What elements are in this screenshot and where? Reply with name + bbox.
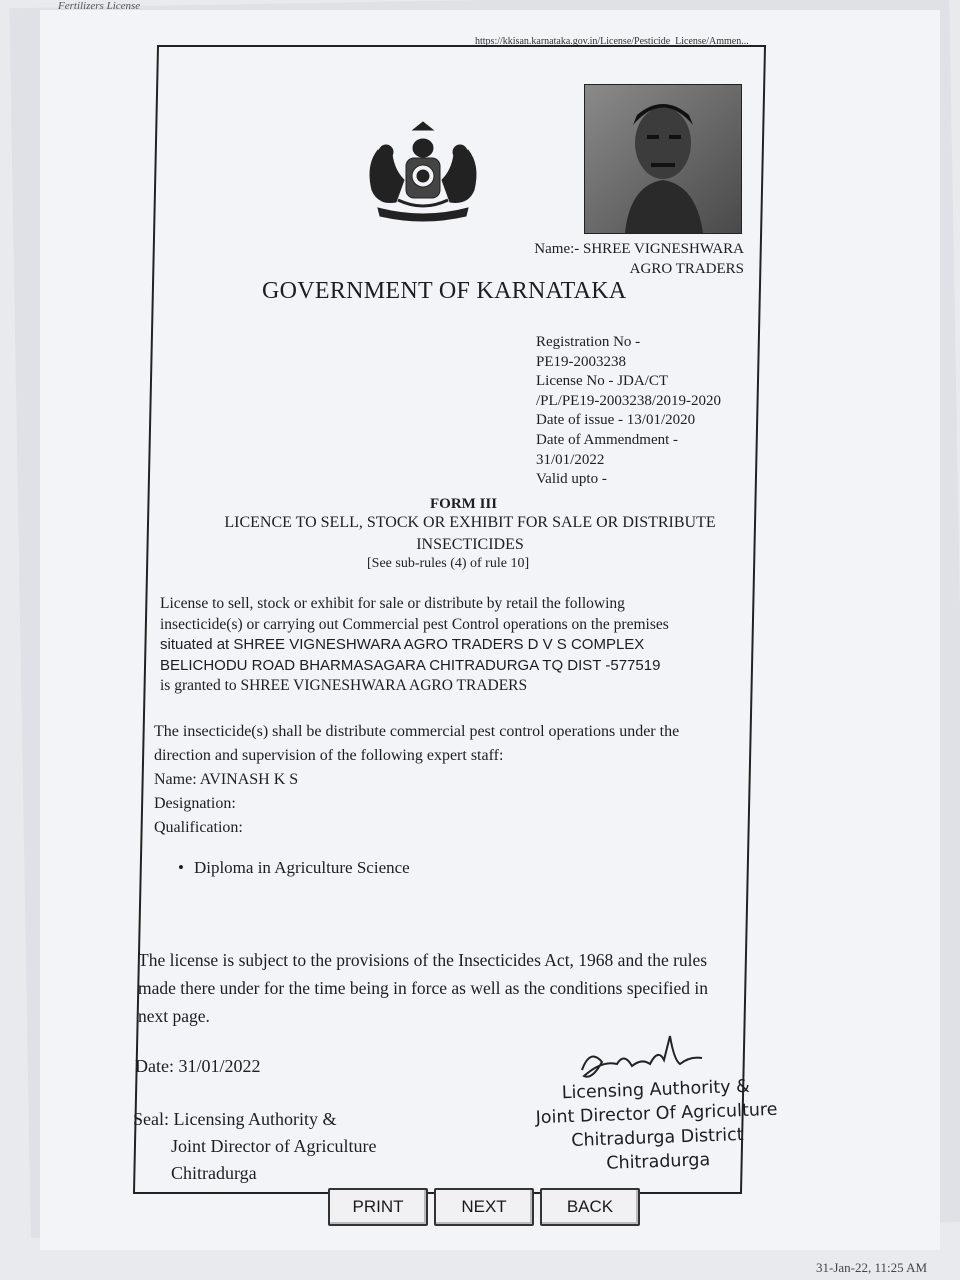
back-button[interactable]: BACK <box>540 1188 640 1226</box>
grant-line2: insecticide(s) or carrying out Commercial pest Control operations on the premises <box>160 615 669 633</box>
page-url: https://kkisan.karnataka.gov.in/License/Pesticide_License/Ammen... <box>475 36 749 47</box>
provisions-line3: next page. <box>138 1006 210 1026</box>
qualification-list-item <box>178 858 410 878</box>
act-provisions-paragraph <box>138 946 788 1030</box>
registration-details <box>536 333 721 490</box>
seal-line2: Joint Director of Agriculture <box>171 1136 377 1156</box>
name-label-line2: AGRO TRADERS <box>629 261 744 277</box>
expert-name: Name: AVINASH K S <box>154 771 299 788</box>
page-title: GOVERNMENT OF KARNATAKA <box>262 278 627 304</box>
grant-line1: License to sell, stock or exhibit for sale or distribute by retail the following <box>160 595 625 612</box>
expert-line2: direction and supervision of the following expert staff: <box>154 747 504 764</box>
expert-staff-paragraph <box>154 720 774 840</box>
grant-line4: BELICHODU ROAD BHARMASAGARA CHITRADURGA TQ DIST -577519 <box>160 656 661 674</box>
next-button[interactable]: NEXT <box>434 1188 534 1226</box>
stamp-line4: Chitradurga <box>606 1150 711 1174</box>
grant-paragraph <box>160 594 760 697</box>
license-number-value: /PL/PE19-2003238/2019-2020 <box>536 392 722 409</box>
stamp-line3: Chitradurga District <box>570 1124 744 1151</box>
authority-stamp <box>510 1073 803 1179</box>
license-number-label: License No - JDA/CT <box>536 373 669 390</box>
applicant-photo <box>584 84 742 234</box>
provisions-line2: made there under for the time being in force as well as the conditions specified in <box>138 978 709 998</box>
karnataka-emblem-icon <box>358 120 488 225</box>
licensee-name <box>534 239 744 279</box>
stamp-line1: Licensing Authority & <box>561 1076 751 1104</box>
license-date: Date: 31/01/2022 <box>135 1056 261 1076</box>
amendment-label: Date of Ammendment - <box>536 431 679 448</box>
seal-block <box>133 1106 376 1187</box>
registration-label: Registration No - <box>536 334 641 350</box>
expert-line1: The insecticide(s) shall be distribute commercial pest control operations under the <box>154 723 680 740</box>
qualification-text: Diploma in Agriculture Science <box>193 858 410 877</box>
bullet-icon: • <box>178 858 184 877</box>
grant-line5: is granted to SHREE VIGNESHWARA AGRO TRADERS <box>160 677 528 694</box>
action-buttons <box>328 1188 640 1224</box>
registration-number: PE19-2003238 <box>536 353 626 370</box>
stamp-line2: Joint Director Of Agriculture <box>535 1099 778 1129</box>
amendment-date: 31/01/2022 <box>536 451 605 468</box>
valid-upto: Valid upto - <box>536 471 607 488</box>
grant-line3: situated at SHREE VIGNESHWARA AGRO TRADERS D V S COMPLEX <box>160 636 645 653</box>
expert-designation: Designation: <box>154 795 236 812</box>
print-timestamp: 31-Jan-22, 11:25 AM <box>816 1260 928 1275</box>
provisions-line1: The license is subject to the provisions of the Insecticides Act, 1968 and the rules <box>138 950 708 970</box>
subrules-note: [See sub-rules (4) of rule 10] <box>367 556 530 571</box>
corner-note: Fertilizers License <box>58 0 141 12</box>
print-button[interactable]: PRINT <box>328 1188 428 1226</box>
form-number: FORM III <box>430 496 498 512</box>
licence-heading-line1: LICENCE TO SELL, STOCK OR EXHIBIT FOR SALE OR DISTRIBUTE <box>224 514 716 531</box>
licence-heading-line2: INSECTICIDES <box>416 536 524 553</box>
expert-qualification: Qualification: <box>154 819 243 836</box>
issue-date: Date of issue - 13/01/2020 <box>536 412 696 429</box>
seal-line3: Chitradurga <box>171 1163 257 1183</box>
seal-line1: Seal: Licensing Authority & <box>133 1109 337 1129</box>
name-label-line1: Name:- SHREE VIGNESHWARA <box>534 241 744 257</box>
licence-heading <box>150 512 790 556</box>
